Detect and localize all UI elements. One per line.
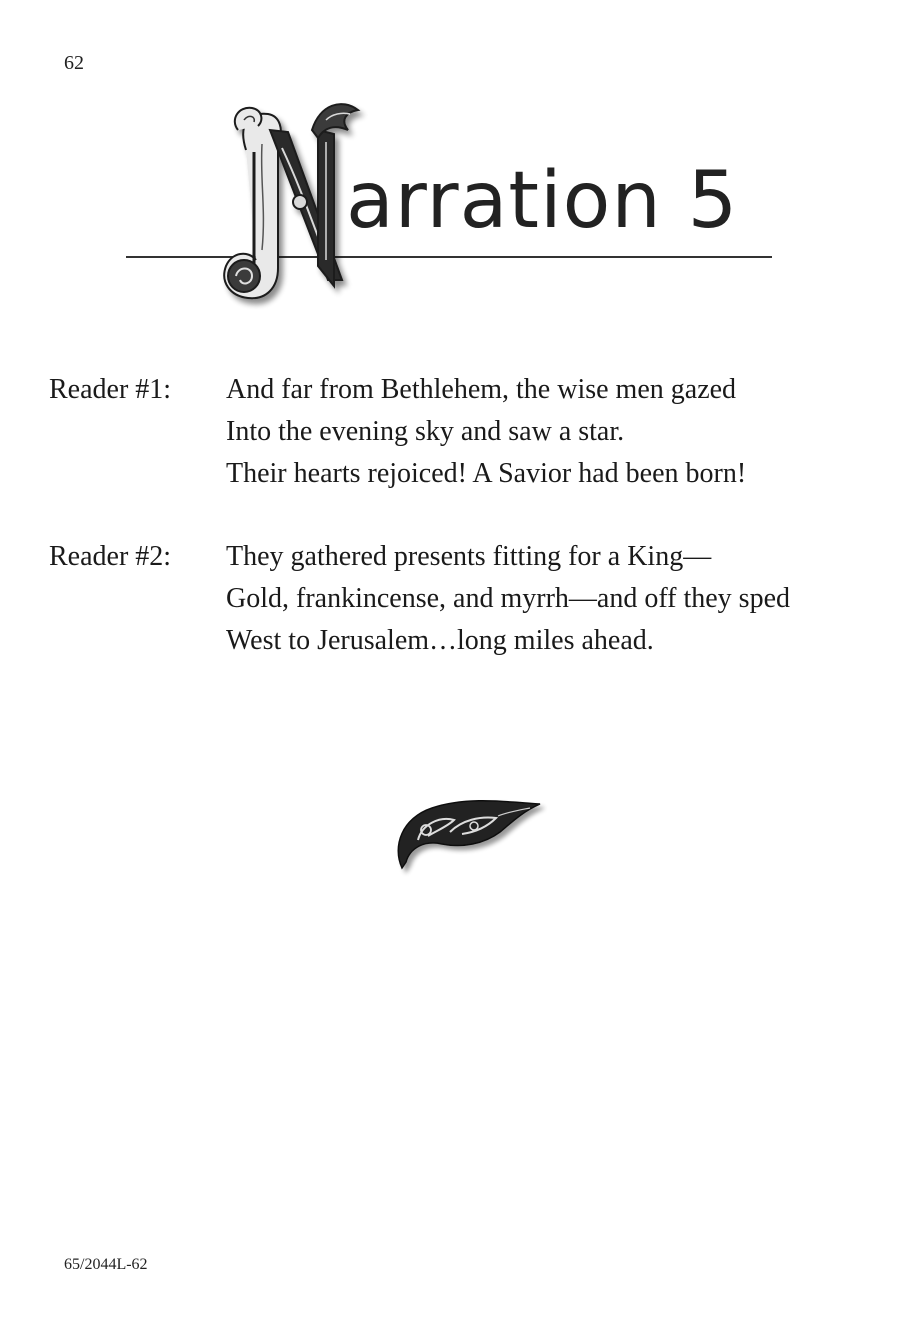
speaker-label: Reader #2: <box>49 541 172 572</box>
verse-line: Gold, frankincense, and myrrh—and off they sped <box>226 583 790 614</box>
verse-line: Into the evening sky and saw a star. <box>226 416 625 447</box>
verse-line: They gathered presents fitting for a King— <box>226 541 712 572</box>
title-text: arration 5 <box>346 156 739 246</box>
verse-lines <box>226 536 900 662</box>
ornate-initial-n-icon <box>208 90 368 315</box>
leaf-flourish-icon <box>388 790 548 885</box>
verse-lines <box>226 369 900 495</box>
chapter-title <box>0 90 900 320</box>
speaker-label: Reader #1: <box>49 374 172 405</box>
verse-line: And far from Bethlehem, the wise men gazed <box>226 374 737 405</box>
verse-line: West to Jerusalem…long miles ahead. <box>226 625 654 656</box>
verse-line: Their hearts rejoiced! A Savior had been born! <box>226 458 747 489</box>
page-number: 62 <box>64 52 84 74</box>
footer-code: 65/2044L-62 <box>64 1256 148 1273</box>
